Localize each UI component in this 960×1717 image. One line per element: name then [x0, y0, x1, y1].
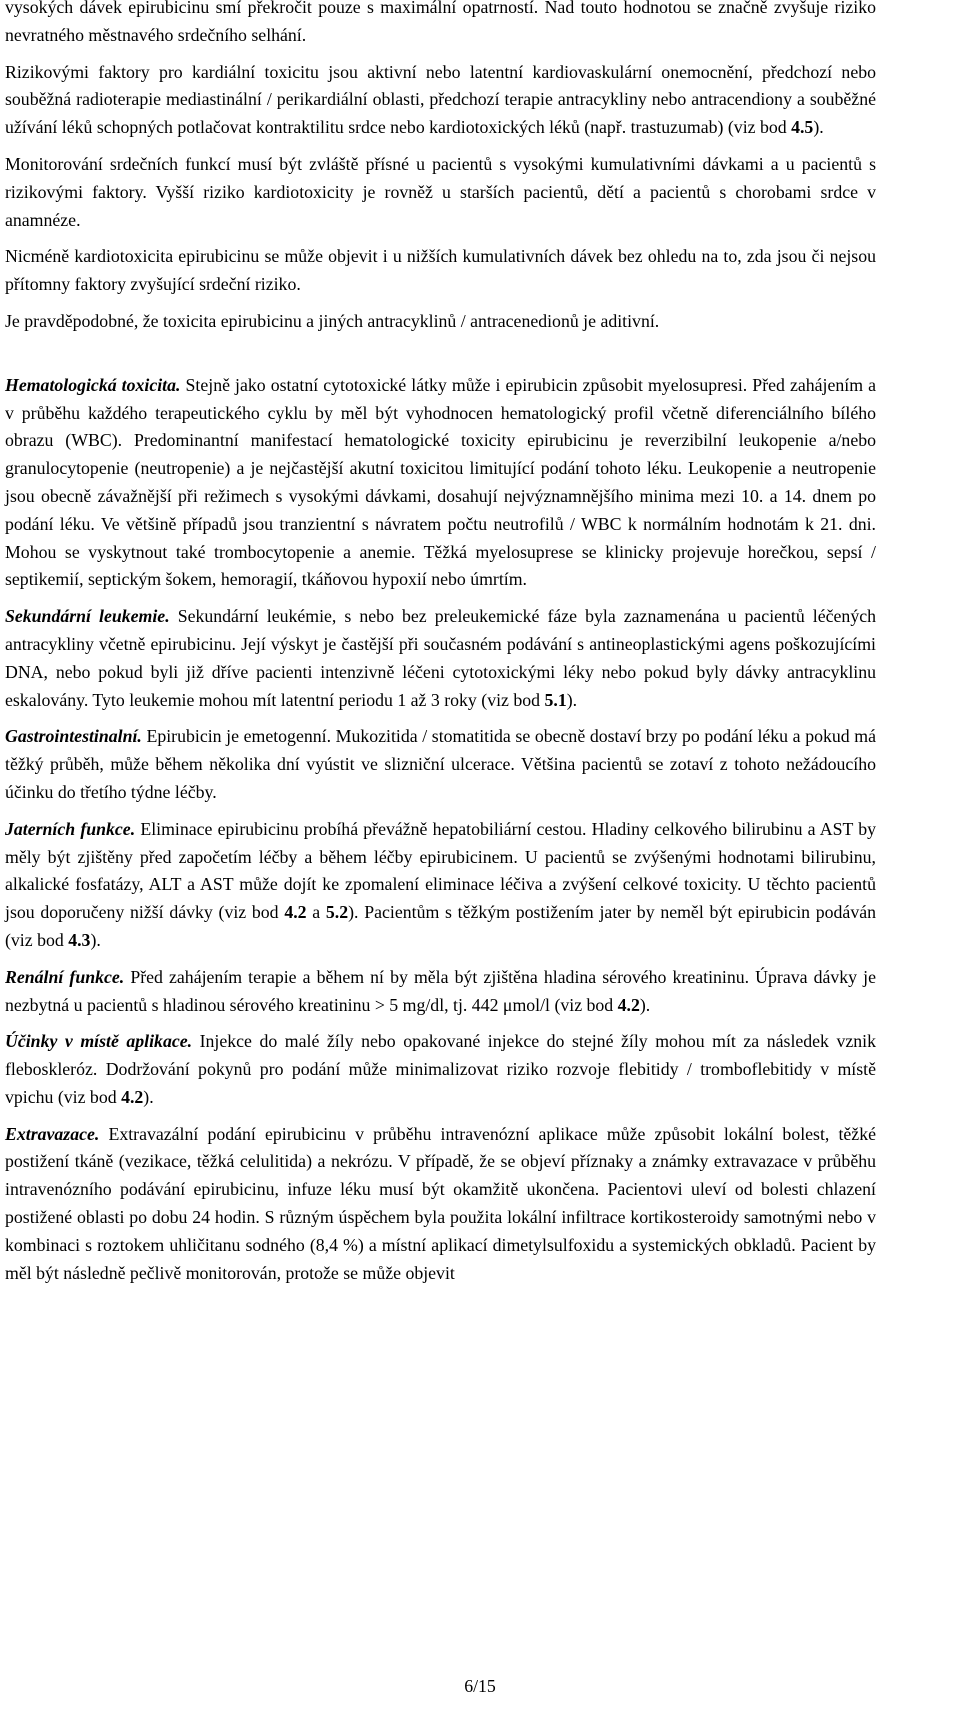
- section-heading: Účinky v místě aplikace.: [5, 1031, 193, 1052]
- section-heading: Sekundární leukemie.: [5, 606, 170, 627]
- paragraph-cardiac-lower-doses: [5, 243, 876, 299]
- paragraph-gastrointestinal: [5, 723, 876, 806]
- section-heading: Renální funkce.: [5, 966, 125, 987]
- section-reference: 5.1: [544, 689, 567, 710]
- section-heading: Extravazace.: [5, 1123, 100, 1144]
- paragraph-cardiac-additive: [5, 308, 876, 336]
- paragraph-text: Před zahájením terapie a během ní by měla být zjištěna hladina sérového kreatininu. Úprava dávky je nezbytná u pacientů s hladinou sérového kreatininu > 5 mg/dl, tj. 442 μmol/l (viz bod: [5, 966, 876, 1015]
- paragraph-tail: ).: [813, 117, 824, 138]
- page-number: 6/15: [464, 1676, 496, 1696]
- paragraph-text: Stejně jako ostatní cytotoxické látky může i epirubicin způsobit myelosupresi. Před zahájením a v průběhu každého terapeutického cyklu by měl být vyhodnocen hematologický profil včetně diferenciálního bílého obrazu (WBC). Predominantní manifestací hematologické toxicity epirubicinu je reverzibilní leukopenie a/nebo granulocytopenie (neutropenie) a je nejčastější akutní toxicitou limitující podání tohoto léku. Leukopenie a neutropenie jsou obecně závažnější při režimech s vysokými dávkami, dosahují nejvýznamnějšího minima mezi 10. a 14. dnem po podání léku. Ve většině případů jsou tranzientní s návratem počtu neutrofilů / WBC k normálním hodnotám k 21. dni. Mohou se vyskytnout také trombocytopenie a anemie. Těžká myelosuprese se klinicky projevuje horečkou, sepsí / septikemií, septickým šokem, hemoragií, tkáňovou hypoxií nebo úmrtím.: [5, 374, 877, 590]
- paragraph-text: Extravazální podání epirubicinu v průběhu intravenózní aplikace může způsobit lokální bolest, těžké postižení tkáně (vezikace, těžká celulitida) a nekrózu. V případě, že se objeví příznaky a známky extravazace v průběhu intravenózního podávání epirubicinu, infuze léku musí být okamžitě ukončena. Pacientovi uleví od bolesti chlazení postižené oblasti po dobu 24 hodin. S různým úspěchem byla použita lokální infiltrace kortikosteroidy samotnými nebo v kombinaci s roztokem uhličitanu sodného (8,4 %) a místní aplikací dimetylsulfoxidu a systemických obkladů. Pacient by měl být následně pečlivě monitorován, protože se může objevit: [5, 1123, 876, 1283]
- paragraph-text: Nicméně kardiotoxicita epirubicinu se může objevit i u nižších kumulativních dávek bez ohledu na to, zda jsou či nejsou přítomny faktory zvyšující srdeční riziko.: [5, 246, 876, 295]
- paragraph-text: Rizikovými faktory pro kardiální toxicitu jsou aktivní nebo latentní kardiovaskulární onemocnění, předchozí nebo souběžná radioterapie mediastinální / perikardiální oblasti, předchozí terapie antracykliny nebo antracendiony a souběžné užívání léků schopných potlačovat kontraktilitu srdce nebo kardiotoxických léků (např. trastuzumab) (viz bod: [5, 61, 876, 138]
- paragraph-hematologic-toxicity: [5, 372, 876, 594]
- paragraph-cardiac-monitoring: [5, 151, 876, 234]
- paragraph-injection-site: [5, 1028, 876, 1111]
- paragraph-cardiac-risk-factors: [5, 59, 876, 142]
- paragraph-tail: ).: [90, 929, 101, 950]
- paragraph-extravasation: [5, 1121, 876, 1288]
- section-reference: 4.2: [617, 994, 640, 1015]
- section-heading: Hematologická toxicita.: [5, 374, 181, 395]
- document-page: [5, 0, 876, 1289]
- paragraph-text: vysokých dávek epirubicinu smí překročit pouze s maximální opatrností. Nad touto hodnotou se značně zvyšuje riziko nevratného městnavého srdečního selhání.: [5, 0, 876, 45]
- paragraph-text: Monitorování srdečních funkcí musí být zvláště přísné u pacientů s vysokými kumulativními dávkami a u pacientů s rizikovými faktory. Vyšší riziko kardiotoxicity je rovněž u starších pacientů, dětí a pacientů s chorobami srdce v anamnéze.: [5, 153, 876, 230]
- paragraph-text: Injekce do malé žíly nebo opakované injekce do stejné žíly mohou mít za následek vznik fleboskleróz. Dodržování pokynů pro podání může minimalizovat riziko rozvoje flebitidy / tromboflebitidy v místě vpichu (viz bod: [5, 1031, 876, 1107]
- paragraph-text: Sekundární leukémie, s nebo bez preleukemické fáze byla zaznamenána u pacientů léčených antracykliny včetně epirubicinu. Její výskyt je častější při současném podávání s antineoplastickými agens poškozujícími DNA, nebo pokud byli již dříve pacienti intenzivně léčeni cytotoxickými léky nebo pokud byly dávky antracyklinu eskalovány. Tyto leukemie mohou mít latentní periodu 1 až 3 roky (viz bod: [5, 606, 876, 710]
- section-reference: 4.2: [121, 1086, 144, 1107]
- paragraph-mid: a: [306, 902, 326, 923]
- section-heading: Jaterních funkce.: [5, 818, 136, 839]
- paragraph-mid: ). Pacientům s těžkým postižením jater by neměl být epirubicin podáván (viz bod: [5, 902, 876, 950]
- paragraph-text: Eliminace epirubicinu probíhá převážně hepatobiliární cestou. Hladiny celkového bilirubinu a AST by měly být zjištěny před započetím léčby a během léčby epirubicinem. U pacientů se zvýšenými hodnotami bilirubinu, alkalické fosfatázy, ALT a AST může dojít ke zpomalení eliminace léčiva a zvýšení celkové toxicity. U těchto pacientů jsou doporučeny nižší dávky (viz bod: [5, 818, 876, 923]
- section-reference: 4.5: [791, 117, 814, 138]
- section-reference: 4.3: [68, 929, 91, 950]
- paragraph-renal-function: [5, 964, 876, 1020]
- paragraph-tail: ).: [143, 1086, 154, 1107]
- paragraph-liver-function: [5, 816, 876, 955]
- section-heading: Gastrointestinalní.: [5, 726, 142, 747]
- paragraph-tail: ).: [566, 689, 578, 710]
- section-reference: 5.2: [325, 902, 349, 923]
- paragraph-text: Je pravděpodobné, že toxicita epirubicinu a jiných antracyklinů / antracenedionů je aditivní.: [5, 310, 660, 331]
- section-reference: 4.2: [284, 902, 307, 923]
- paragraph-cardiac-intro: [5, 0, 876, 50]
- paragraph-secondary-leukemia: [5, 603, 876, 714]
- paragraph-tail: ).: [639, 994, 651, 1015]
- paragraph-text: Epirubicin je emetogenní. Mukozitida / stomatitida se obecně dostaví brzy po podání léku a pokud má těžký průběh, může během několika dní vyústit ve slizniční ulcerace. Většina pacientů se zotaví z tohoto nežádoucího účinku do třetího týdne léčby.: [5, 726, 876, 802]
